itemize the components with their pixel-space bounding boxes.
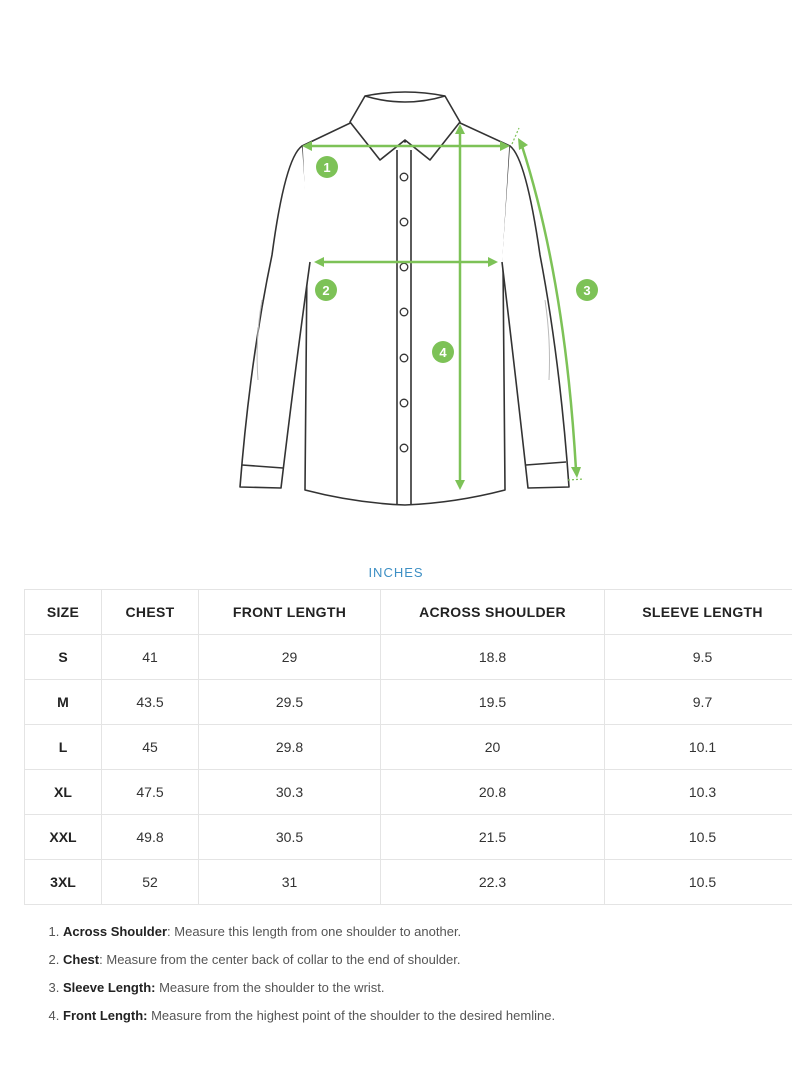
marker-4-badge	[432, 341, 454, 363]
note-item	[63, 946, 783, 974]
header-front-length: FRONT LENGTH	[199, 590, 381, 635]
note-item	[63, 974, 783, 1002]
across-shoulder-cell: 19.5	[381, 680, 605, 725]
front-length-cell: 30.5	[199, 815, 381, 860]
across-shoulder-cell: 20.8	[381, 770, 605, 815]
marker-1-label: 1	[323, 160, 331, 175]
front-length-cell: 30.3	[199, 770, 381, 815]
chest-cell: 41	[102, 635, 199, 680]
chest-cell: 49.8	[102, 815, 199, 860]
shirt-button	[400, 354, 408, 362]
note-text: Measure from the center back of collar to the end of shoulder.	[102, 952, 461, 967]
note-term: Front Length:	[63, 1008, 148, 1023]
table-row	[25, 770, 792, 815]
header-chest: CHEST	[102, 590, 199, 635]
size-cell: S	[25, 635, 102, 680]
shirt-button	[400, 399, 408, 407]
table-row	[25, 725, 792, 770]
marker-3-badge	[576, 279, 598, 301]
marker-1-badge	[316, 156, 338, 178]
across-shoulder-cell: 21.5	[381, 815, 605, 860]
note-term: Across Shoulder	[63, 924, 168, 939]
front-length-cell: 29.8	[199, 725, 381, 770]
sleeve-length-cell: 10.5	[605, 860, 792, 905]
header-sleeve-length: SLEEVE LENGTH	[605, 590, 792, 635]
size-cell: 3XL	[25, 860, 102, 905]
header-size: SIZE	[25, 590, 102, 635]
across-shoulder-cell: 22.3	[381, 860, 605, 905]
chest-cell: 47.5	[102, 770, 199, 815]
size-cell: XL	[25, 770, 102, 815]
front-length-cell: 29.5	[199, 680, 381, 725]
note-text: Measure from the shoulder to the wrist.	[155, 980, 385, 995]
chest-cell: 52	[102, 860, 199, 905]
shirt-outline	[240, 92, 569, 505]
marker-3-label: 3	[583, 283, 591, 298]
size-cell: XXL	[25, 815, 102, 860]
size-cell: M	[25, 680, 102, 725]
size-cell: L	[25, 725, 102, 770]
size-chart-table	[24, 589, 792, 905]
shirt-button	[400, 444, 408, 452]
table-row	[25, 860, 792, 905]
shirt-button	[400, 173, 408, 181]
note-item	[63, 918, 783, 946]
table-row	[25, 680, 792, 725]
table-row	[25, 635, 792, 680]
note-term: Sleeve Length:	[63, 980, 156, 995]
shirt-button	[400, 218, 408, 226]
note-text: Measure this length from one shoulder to another.	[170, 924, 462, 939]
shirt-button	[400, 308, 408, 316]
note-text: Measure from the highest point of the shoulder to the desired hemline.	[147, 1008, 556, 1023]
header-across-shoulder: ACROSS SHOULDER	[381, 590, 605, 635]
front-length-cell: 31	[199, 860, 381, 905]
note-term: Chest	[63, 952, 100, 967]
sleeve-length-cell: 9.5	[605, 635, 792, 680]
sleeve-length-cell: 10.5	[605, 815, 792, 860]
shirt-button	[400, 263, 408, 271]
chest-cell: 45	[102, 725, 199, 770]
table-row	[25, 815, 792, 860]
marker-2-label: 2	[322, 283, 330, 298]
sleeve-length-cell: 9.7	[605, 680, 792, 725]
front-length-cell: 29	[199, 635, 381, 680]
table-header-row	[25, 590, 792, 635]
chest-cell: 43.5	[102, 680, 199, 725]
unit-label: INCHES	[368, 565, 424, 580]
across-shoulder-cell: 18.8	[381, 635, 605, 680]
sleeve-length-cell: 10.1	[605, 725, 792, 770]
across-shoulder-cell: 20	[381, 725, 605, 770]
note-separator: :	[167, 924, 171, 939]
marker-2-badge	[315, 279, 337, 301]
note-separator: :	[99, 952, 103, 967]
sleeve-length-cell: 10.3	[605, 770, 792, 815]
measurement-notes	[30, 918, 783, 1030]
note-item	[63, 1002, 783, 1030]
marker-4-label: 4	[439, 345, 447, 360]
